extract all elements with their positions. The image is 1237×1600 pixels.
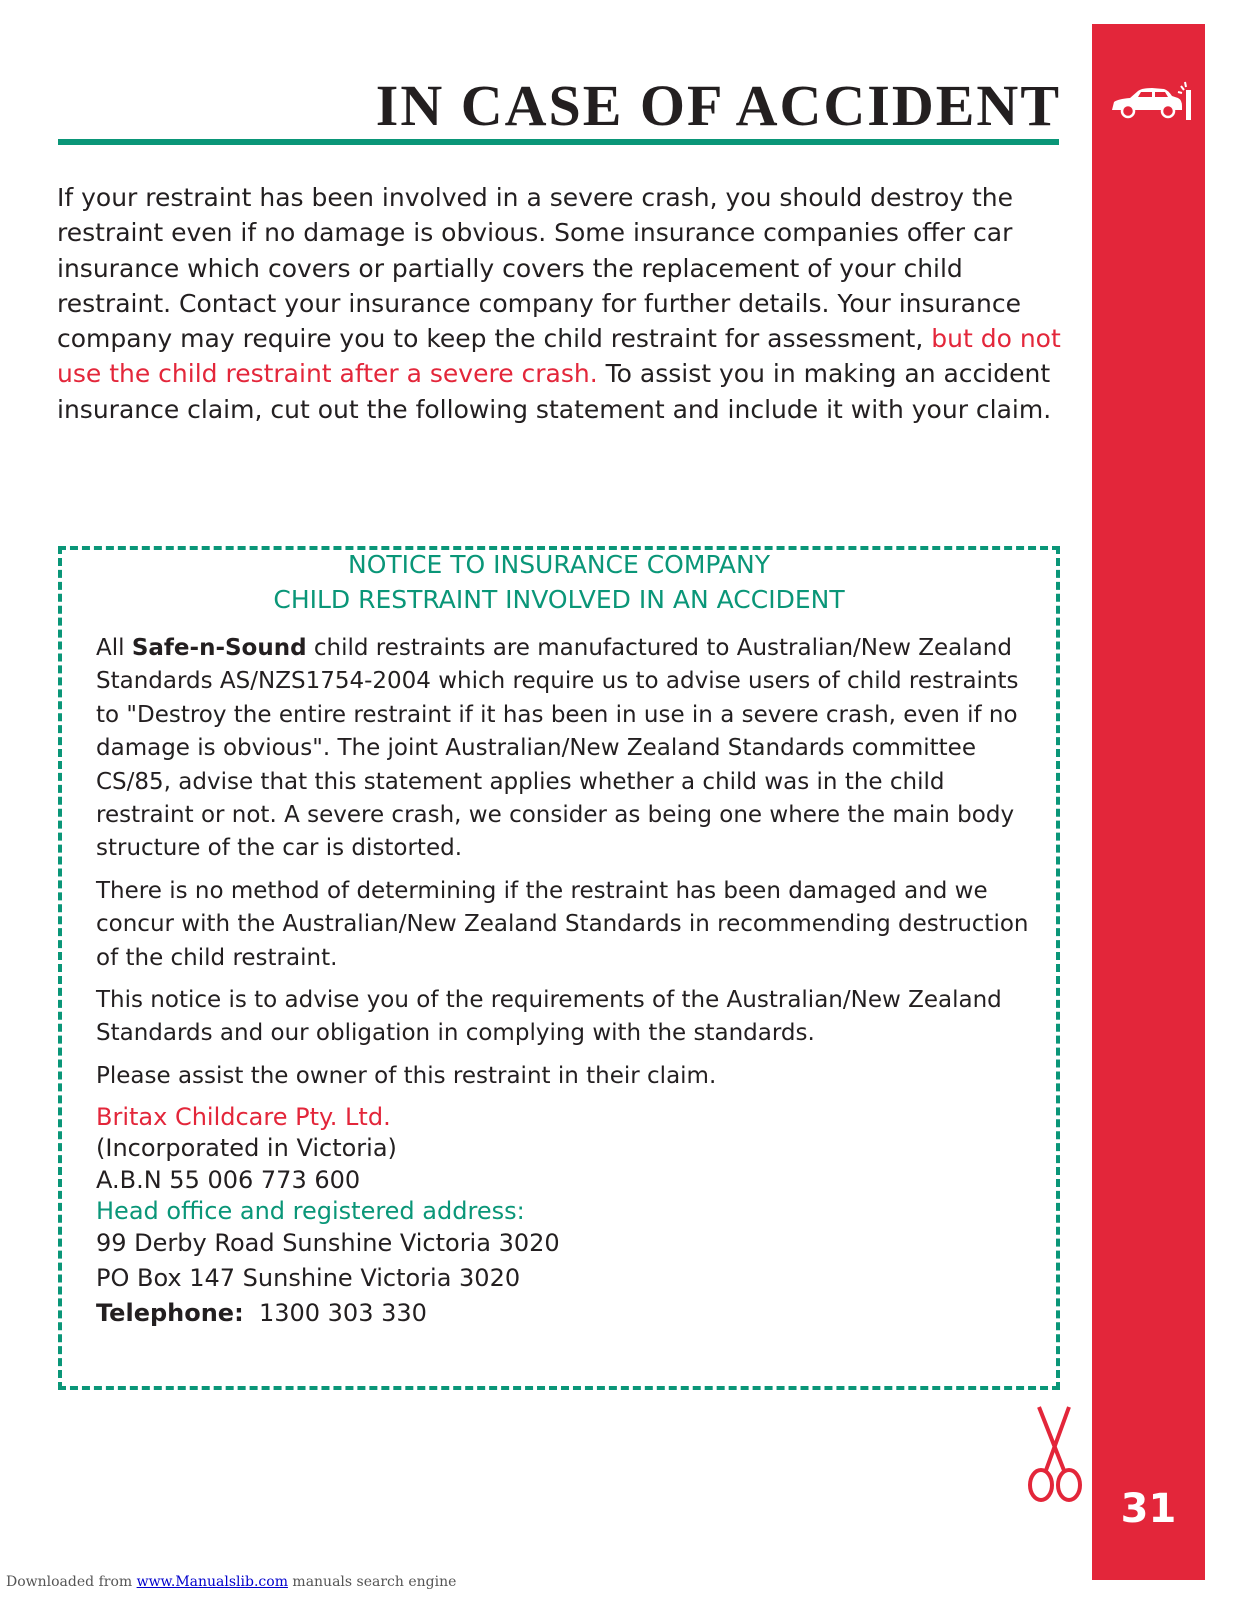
car-crash-icon bbox=[1108, 80, 1192, 122]
intro-paragraph bbox=[57, 180, 1067, 427]
company-name: Britax Childcare Pty. Ltd. bbox=[96, 1103, 391, 1132]
notice-heading-1: NOTICE TO INSURANCE COMPANY bbox=[348, 550, 770, 579]
page-title: IN CASE OF ACCIDENT bbox=[375, 73, 1061, 138]
notice-body bbox=[96, 632, 1044, 1331]
brand-name: Safe-n-Sound bbox=[131, 635, 307, 661]
page-number: 31 bbox=[1120, 1486, 1177, 1532]
abn-line: A.B.N 55 006 773 600 bbox=[96, 1166, 361, 1195]
footer-prefix: Downloaded from bbox=[6, 1574, 137, 1590]
manualslib-link[interactable]: www.Manualslib.com bbox=[136, 1574, 288, 1590]
scissors-icon bbox=[1025, 1403, 1085, 1505]
address-label: Head office and registered address: bbox=[96, 1197, 525, 1226]
incorporated-line: (Incorporated in Victoria) bbox=[96, 1134, 397, 1163]
notice-heading-2: CHILD RESTRAINT INVOLVED IN AN ACCIDENT bbox=[273, 585, 845, 614]
notice-paragraph-2: There is no method of determining if the restraint has been damaged and we concur with the Australian/New Zealand Standards in recommending destruction of the child restraint. bbox=[96, 877, 1029, 971]
address-line-2: PO Box 147 Sunshine Victoria 3020 bbox=[96, 1264, 521, 1293]
telephone-line bbox=[96, 1296, 1044, 1331]
intro-warning: but do not use the child restraint after a severe crash. bbox=[57, 324, 1061, 389]
footer-suffix: manuals search engine bbox=[287, 1574, 457, 1590]
telephone-label: Telephone: bbox=[96, 1299, 244, 1328]
notice-paragraph-1 bbox=[96, 632, 1044, 866]
notice-paragraph-3: This notice is to advise you of the requirements of the Australian/New Zealand Standards and our obligation in complying with the standards. bbox=[96, 987, 1002, 1047]
cut-out-notice bbox=[58, 546, 1060, 1390]
telephone-number: 1300 303 330 bbox=[243, 1299, 427, 1328]
notice-paragraph-4: Please assist the owner of this restraint in their claim. bbox=[96, 1062, 717, 1089]
title-divider bbox=[58, 139, 1059, 145]
notice-p1-prefix: All bbox=[96, 635, 132, 661]
intro-text-1: If your restraint has been involved in a severe crash, you should destroy the restraint even if no damage is obvious. Some insurance companies offer car insurance which covers or partially covers the replacement of your child restraint. Contact your insurance company for further details. Your insurance company may require you to keep the child restraint for assessment, bbox=[57, 183, 1021, 354]
side-tab-bar bbox=[1092, 24, 1205, 1580]
address-line-1: 99 Derby Road Sunshine Victoria 3020 bbox=[96, 1229, 560, 1258]
notice-p1-text: child restraints are manufactured to Australian/New Zealand Standards AS/NZS1754-2004 which require us to advise users of child restraints to "Destroy the entire restraint if it has been in use in a severe crash, even if no damage is obvious". The joint Australian/New Zealand Standards committee CS/85, advise that this statement applies whether a child was in the child restraint or not. A severe crash, we consider as being one where the main body structure of the car is distorted. bbox=[96, 635, 1019, 862]
footer-credit bbox=[6, 1574, 456, 1590]
intro-text-2: To assist you in making an accident insurance claim, cut out the following statement and include it with your claim. bbox=[57, 359, 1052, 424]
